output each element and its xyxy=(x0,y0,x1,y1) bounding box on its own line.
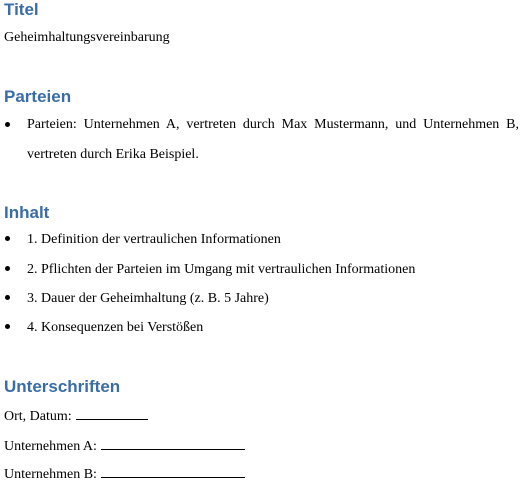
list-item xyxy=(0,319,520,337)
content-item-4: 4. Konsequenzen bei Verstößen xyxy=(27,320,204,335)
signature-label-place-date: Ort, Datum: xyxy=(4,409,72,424)
signature-label-company-a: Unternehmen A: xyxy=(4,439,97,454)
list-item xyxy=(0,261,520,279)
parties-text: Parteien: Unternehmen A, vertreten durch Max Mustermann, und Unternehmen B, vertreten durch Erika Beispiel. xyxy=(27,117,519,162)
bullet-icon xyxy=(5,122,10,127)
signatures-heading: Unterschriften xyxy=(4,377,121,396)
bullet-icon xyxy=(5,295,10,300)
content-item-3: 3. Dauer der Geheimhaltung (z. B. 5 Jahre) xyxy=(27,291,269,306)
signature-line-company-b xyxy=(4,463,245,484)
signature-blank-company-b[interactable] xyxy=(101,463,245,478)
signature-line-company-a xyxy=(4,435,245,456)
title-heading: Titel xyxy=(4,0,39,19)
bullet-icon xyxy=(5,266,10,271)
list-item-parties xyxy=(0,116,520,176)
content-item-1: 1. Definition der vertraulichen Informationen xyxy=(27,232,281,247)
parties-heading: Parteien xyxy=(4,87,72,106)
bullet-icon xyxy=(5,324,10,329)
signature-blank-place-date[interactable] xyxy=(76,405,148,420)
signature-line-place-date xyxy=(4,405,148,426)
signature-blank-company-a[interactable] xyxy=(101,435,245,450)
content-item-2: 2. Pflichten der Parteien im Umgang mit vertraulichen Informationen xyxy=(27,262,416,277)
signature-label-company-b: Unternehmen B: xyxy=(4,467,97,482)
document-title-value: Geheimhaltungsvereinbarung xyxy=(4,30,170,45)
bullet-icon xyxy=(5,236,10,241)
list-item xyxy=(0,290,520,308)
content-heading: Inhalt xyxy=(4,203,50,222)
list-item xyxy=(0,231,520,249)
